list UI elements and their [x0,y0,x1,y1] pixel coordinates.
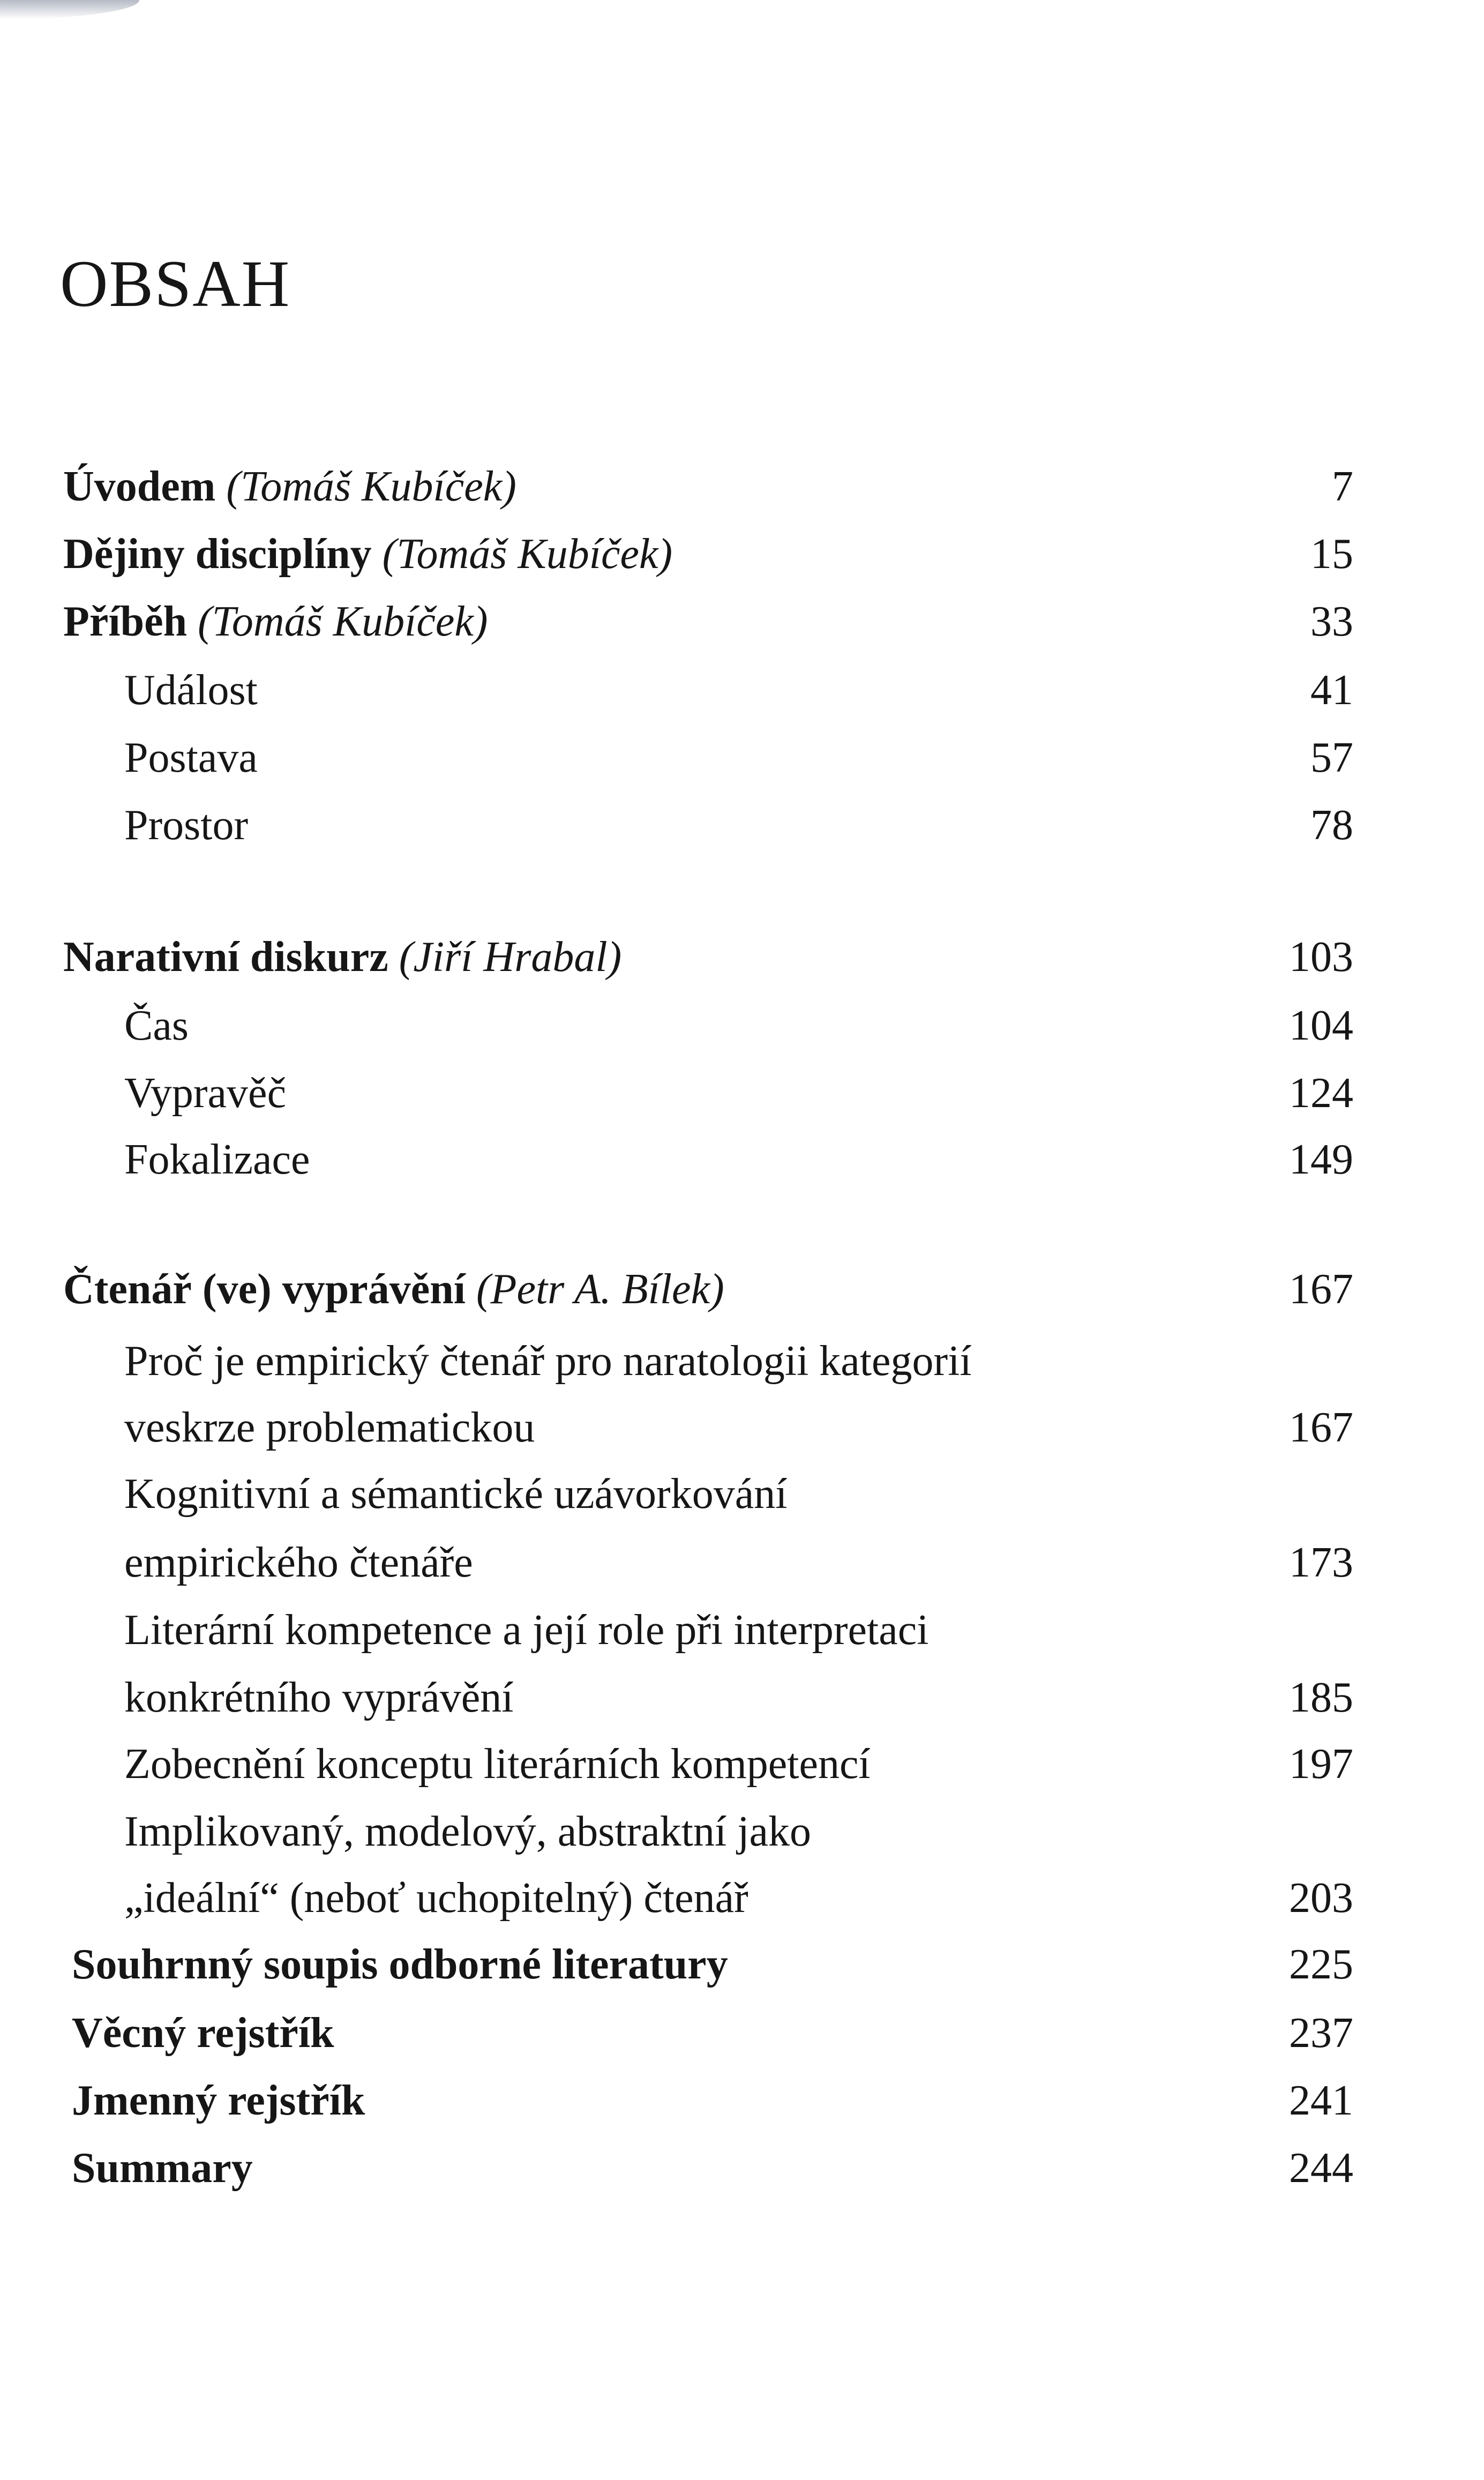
toc-entry-title: Zobecnění konceptu literárních kompetencí [124,1741,871,1788]
toc-backmatter-entry[interactable] [0,2136,1484,2200]
toc-backmatter-entry[interactable] [0,2068,1484,2133]
toc-entry-title: Čtenář (ve) vyprávění (Petr A. Bílek) [63,1266,724,1313]
toc-entry-author: (Tomáš Kubíček) [198,598,488,645]
toc-entry-title: Vypravěč [124,1070,287,1117]
toc-entry-page: 33 [1310,598,1353,645]
toc-subentry[interactable] [0,1530,1484,1595]
toc-entry-title: Úvodem (Tomáš Kubíček) [63,463,516,510]
toc-entry-page: 167 [1289,1404,1353,1451]
toc-subentry[interactable] [0,1462,1484,1526]
toc-subentry[interactable] [0,1598,1484,1662]
toc-entry-title: „ideální“ (neboť uchopitelný) čtenář [124,1874,748,1922]
toc-entry-title: empirického čtenáře [124,1539,473,1586]
toc-entry-page: 78 [1310,802,1353,849]
toc-subentry[interactable] [0,658,1484,722]
toc-entry-title: Implikovaný, modelový, abstraktní jako [124,1808,811,1855]
toc-entry-title: Prostor [124,802,249,849]
scan-edge-shadow [0,0,139,19]
toc-subentry[interactable] [0,1061,1484,1125]
toc-subentry[interactable] [0,994,1484,1058]
toc-backmatter-entry[interactable] [0,2001,1484,2065]
toc-entry-author: (Tomáš Kubíček) [382,531,673,578]
toc-backmatter-entry[interactable] [0,1932,1484,1997]
toc-entry-page: 237 [1289,2010,1353,2057]
toc-entry-author: (Jiří Hrabal) [399,933,622,981]
toc-entry-title: Literární kompetence a její role při interpretaci [124,1607,929,1654]
toc-entry-page: 225 [1289,1941,1353,1988]
toc-entry-title: Kognitivní a sémantické uzávorkování [124,1470,788,1518]
toc-entry-page: 167 [1289,1266,1353,1313]
toc-entry-title: Událost [124,667,258,714]
toc-entry-page: 104 [1289,1002,1353,1049]
toc-entry-page: 173 [1289,1539,1353,1586]
toc-entry-title: Proč je empirický čtenář pro naratologii kategorií [124,1338,972,1385]
toc-entry-page: 103 [1289,933,1353,981]
toc-entry-title: Summary [72,2145,253,2192]
toc-entry-page: 185 [1289,1674,1353,1721]
toc-subentry[interactable] [0,726,1484,790]
toc-entry-author: (Petr A. Bílek) [476,1266,724,1313]
toc-entry-page: 41 [1310,667,1353,714]
page-title: OBSAH [60,247,291,320]
toc-subentry[interactable] [0,1799,1484,1864]
toc-entry[interactable] [0,925,1484,989]
toc-subentry[interactable] [0,1866,1484,1930]
toc-entry-page: 57 [1310,734,1353,781]
toc-entry[interactable] [0,1257,1484,1321]
toc-entry-page: 244 [1289,2145,1353,2192]
toc-entry-title: Čas [124,1002,189,1049]
toc-entry-page: 197 [1289,1741,1353,1788]
toc-entry-page: 149 [1289,1136,1353,1183]
toc-entry[interactable] [0,522,1484,586]
toc-subentry[interactable] [0,793,1484,857]
toc-entry-title: Jmenný rejstřík [72,2077,365,2124]
toc-entry[interactable] [0,454,1484,519]
toc-subentry[interactable] [0,1665,1484,1730]
toc-entry-title: Příběh (Tomáš Kubíček) [63,598,488,645]
toc-entry-page: 124 [1289,1070,1353,1117]
toc-entry-title: Postava [124,734,258,781]
toc-subentry[interactable] [0,1732,1484,1796]
toc-subentry[interactable] [0,1329,1484,1393]
toc-entry[interactable] [0,589,1484,654]
toc-entry-author: (Tomáš Kubíček) [226,463,516,510]
toc-entry-title: Věcný rejstřík [72,2010,334,2057]
toc-entry-page: 7 [1332,463,1353,510]
toc-entry-title: Dějiny disciplíny (Tomáš Kubíček) [63,531,673,578]
toc-subentry[interactable] [0,1395,1484,1460]
toc-entry-title: konkrétního vyprávění [124,1674,514,1721]
toc-entry-title: Souhrnný soupis odborné literatury [72,1941,728,1988]
toc-entry-page: 15 [1310,531,1353,578]
toc-subentry[interactable] [0,1127,1484,1192]
toc-entry-title: Fokalizace [124,1136,310,1183]
toc-entry-page: 241 [1289,2077,1353,2124]
toc-entry-title: Narativní diskurz (Jiří Hrabal) [63,933,622,981]
toc-entry-title: veskrze problematickou [124,1404,535,1451]
toc-entry-page: 203 [1289,1874,1353,1922]
